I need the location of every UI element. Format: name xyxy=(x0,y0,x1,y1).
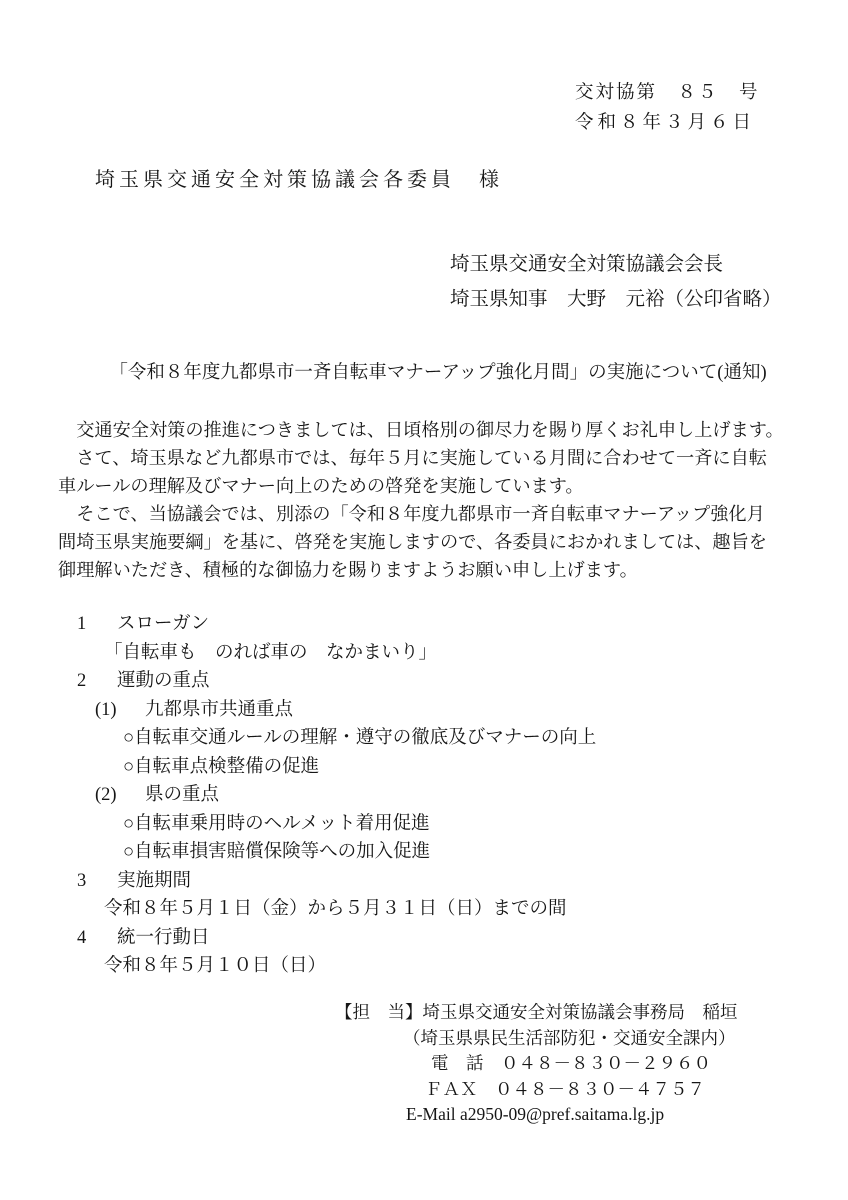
subsection-2-1 xyxy=(58,696,596,725)
contact-phone: 電 話 ０４８－８３０－２９６０ xyxy=(431,1053,711,1073)
section-2-emphasis xyxy=(58,667,596,696)
document-title: 「令和８年度九都県市一斉自転車マナーアップ強化月間」の実施について(通知) xyxy=(109,363,767,383)
section-heading: 実施期間 xyxy=(117,870,192,891)
section-3-period xyxy=(58,867,596,896)
subsection-number: (2) xyxy=(95,785,117,805)
subsection-number: (1) xyxy=(95,699,117,720)
pref-emphasis-item: ○自転車損害賠償保険等への加入促進 xyxy=(123,842,431,862)
pref-emphasis-item: ○自転車乗用時のヘルメット着用促進 xyxy=(123,813,430,834)
subsection-2-2 xyxy=(58,781,596,810)
body-line: さて、埼玉県など九都県市では、毎年５月に実施している月間に合わせて一斉に自転 xyxy=(58,448,767,468)
contact-office: 埼玉県交通安全対策協議会事務局 稲垣 xyxy=(422,1002,738,1022)
subsection-heading: 九都県市共通重点 xyxy=(145,699,294,720)
outline xyxy=(58,610,596,981)
document-header xyxy=(575,78,760,138)
sender-block xyxy=(450,248,782,317)
body-line: 御理解いただき、積極的な御協力を賜りますようお願い申し上げます。 xyxy=(58,560,638,580)
section-number: 1 xyxy=(77,614,87,634)
section-4-action-day xyxy=(58,924,596,953)
section-number: 4 xyxy=(77,927,87,948)
common-emphasis-item: ○自転車交通ルールの理解・遵守の徹底及びマナーの向上 xyxy=(123,728,597,748)
common-emphasis-item: ○自転車点検整備の促進 xyxy=(123,756,320,777)
section-number: 3 xyxy=(77,870,87,891)
body-line: 交通安全対策の推進につきましては、日頃格別の御尽力を賜り厚くお礼申し上げます。 xyxy=(58,420,784,440)
issue-date: 令和８年３月６日 xyxy=(575,113,756,133)
doc-number: 交対協第 ８５ 号 xyxy=(575,83,760,103)
body-text xyxy=(58,416,784,584)
section-heading: スローガン xyxy=(117,614,210,634)
subsection-heading: 県の重点 xyxy=(145,785,220,805)
section-heading: 統一行動日 xyxy=(117,927,210,948)
sender-org-title: 埼玉県交通安全対策協議会会長 xyxy=(450,254,724,275)
section-1-slogan xyxy=(58,610,596,639)
slogan-text: 「自転車も のれば車の なかまいり」 xyxy=(104,642,438,663)
section-heading: 運動の重点 xyxy=(117,671,210,691)
addressee: 埼玉県交通安全対策協議会各委員 様 xyxy=(95,169,503,191)
action-day-text: 令和８年５月１０日（日） xyxy=(104,956,327,976)
body-line: そこで、当協議会では、別添の「令和８年度九都県市一斉自転車マナーアップ強化月 xyxy=(58,504,765,524)
sender-name: 埼玉県知事 大野 元裕（公印省略） xyxy=(450,288,782,310)
body-line: 間埼玉県実施要綱」を基に、啓発を実施しますので、各委員におかれましては、趣旨を xyxy=(58,532,767,552)
section-number: 2 xyxy=(77,671,87,691)
period-text: 令和８年５月１日（金）から５月３１日（日）までの間 xyxy=(104,899,567,919)
contact-division: （埼玉県県民生活部防犯・交通安全課内） xyxy=(403,1027,736,1048)
contact-label: 【担 当】 xyxy=(335,1002,423,1022)
contact-email: E-Mail a2950-09@pref.saitama.lg.jp xyxy=(406,1104,665,1124)
contact-office-line xyxy=(335,1000,738,1026)
contact-block xyxy=(335,1000,738,1128)
body-line: 車ルールの理解及びマナー向上のための啓発を実施しています。 xyxy=(58,476,584,496)
contact-fax: ＦＡＸ ０４８－８３０－４７５７ xyxy=(425,1078,705,1099)
